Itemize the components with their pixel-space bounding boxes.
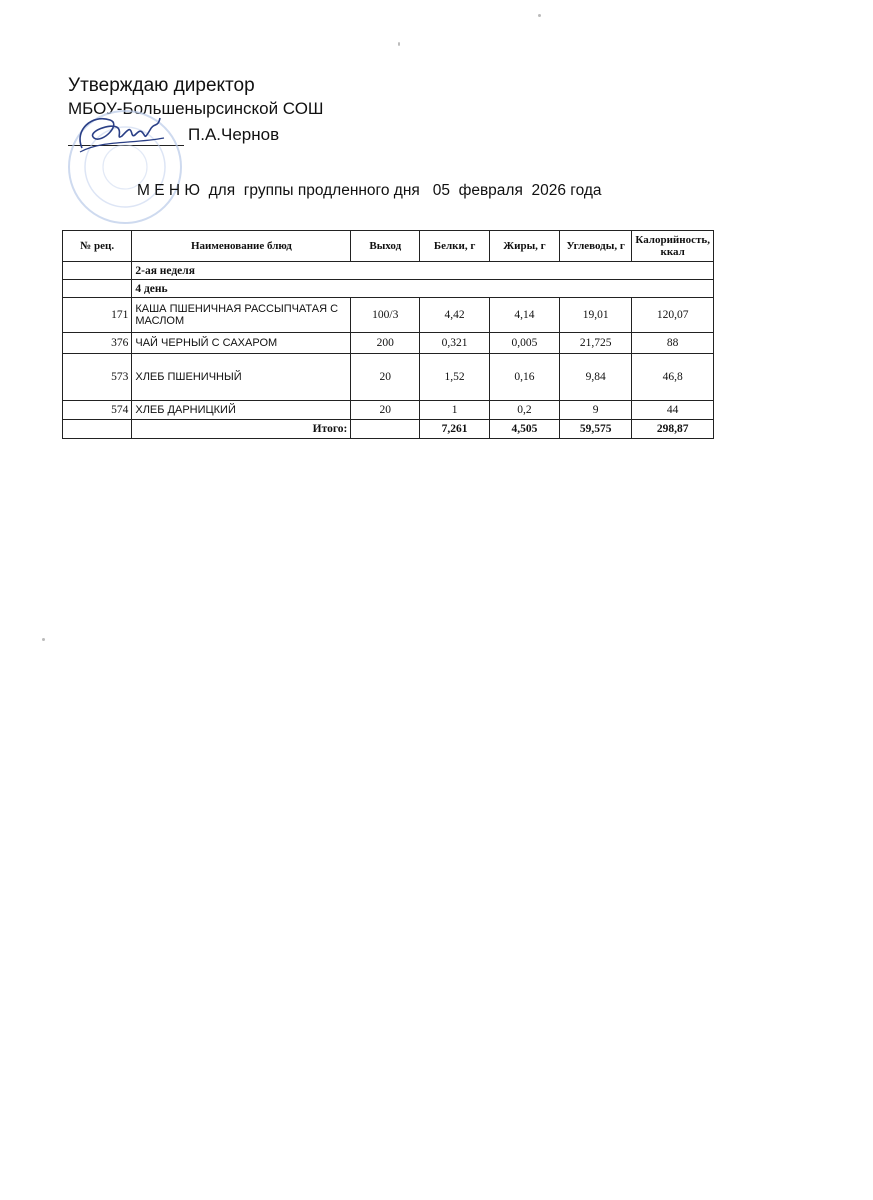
total-protein: 7,261 <box>420 420 490 439</box>
director-signature <box>72 110 172 160</box>
total-carbs: 59,575 <box>559 420 631 439</box>
week-row <box>63 262 714 280</box>
calories: 120,07 <box>632 298 714 333</box>
dish-name: ЧАЙ ЧЕРНЫЙ С САХАРОМ <box>132 333 351 354</box>
protein: 1 <box>420 401 490 420</box>
output: 20 <box>351 354 420 401</box>
menu-table <box>62 230 714 439</box>
table-row <box>63 333 714 354</box>
dish-name: ХЛЕБ ПШЕНИЧНЫЙ <box>132 354 351 401</box>
output: 200 <box>351 333 420 354</box>
calories: 46,8 <box>632 354 714 401</box>
protein: 1,52 <box>420 354 490 401</box>
carbs: 19,01 <box>559 298 631 333</box>
fat: 0,16 <box>490 354 560 401</box>
scan-speck <box>42 638 45 641</box>
fat: 0,2 <box>490 401 560 420</box>
table-row <box>63 401 714 420</box>
approval-title: Утверждаю директор <box>68 75 255 96</box>
menu-title: М Е Н Ю для группы продленного дня 05 февраля 2026 года <box>137 182 602 199</box>
dish-name: КАША ПШЕНИЧНАЯ РАССЫПЧАТАЯ С МАСЛОМ <box>132 298 351 333</box>
output: 100/3 <box>351 298 420 333</box>
carbs: 9,84 <box>559 354 631 401</box>
total-fat: 4,505 <box>490 420 560 439</box>
header-recipe: № рец. <box>63 231 132 262</box>
table-row <box>63 298 714 333</box>
protein: 4,42 <box>420 298 490 333</box>
recipe-number: 376 <box>63 333 132 354</box>
day-label: 4 день <box>132 280 714 298</box>
school-name: МБОУ-Большенырсинской СОШ <box>68 99 324 118</box>
recipe-number: 574 <box>63 401 132 420</box>
header-calories: Калорийность, ккал <box>632 231 714 262</box>
total-label: Итого: <box>132 420 351 439</box>
header-dish: Наименование блюд <box>132 231 351 262</box>
carbs: 9 <box>559 401 631 420</box>
calories: 88 <box>632 333 714 354</box>
scan-speck <box>398 42 400 46</box>
signer-name: П.А.Чернов <box>188 125 280 144</box>
table-header <box>63 231 714 262</box>
header-protein: Белки, г <box>420 231 490 262</box>
recipe-number: 573 <box>63 354 132 401</box>
recipe-number: 171 <box>63 298 132 333</box>
output: 20 <box>351 401 420 420</box>
total-row <box>63 420 714 439</box>
scan-speck <box>538 14 541 17</box>
day-row <box>63 280 714 298</box>
dish-name: ХЛЕБ ДАРНИЦКИЙ <box>132 401 351 420</box>
header-carbs: Углеводы, г <box>559 231 631 262</box>
protein: 0,321 <box>420 333 490 354</box>
week-label: 2-ая неделя <box>132 262 714 280</box>
fat: 0,005 <box>490 333 560 354</box>
fat: 4,14 <box>490 298 560 333</box>
total-calories: 298,87 <box>632 420 714 439</box>
carbs: 21,725 <box>559 333 631 354</box>
header-output: Выход <box>351 231 420 262</box>
table-row <box>63 354 714 401</box>
header-fat: Жиры, г <box>490 231 560 262</box>
calories: 44 <box>632 401 714 420</box>
